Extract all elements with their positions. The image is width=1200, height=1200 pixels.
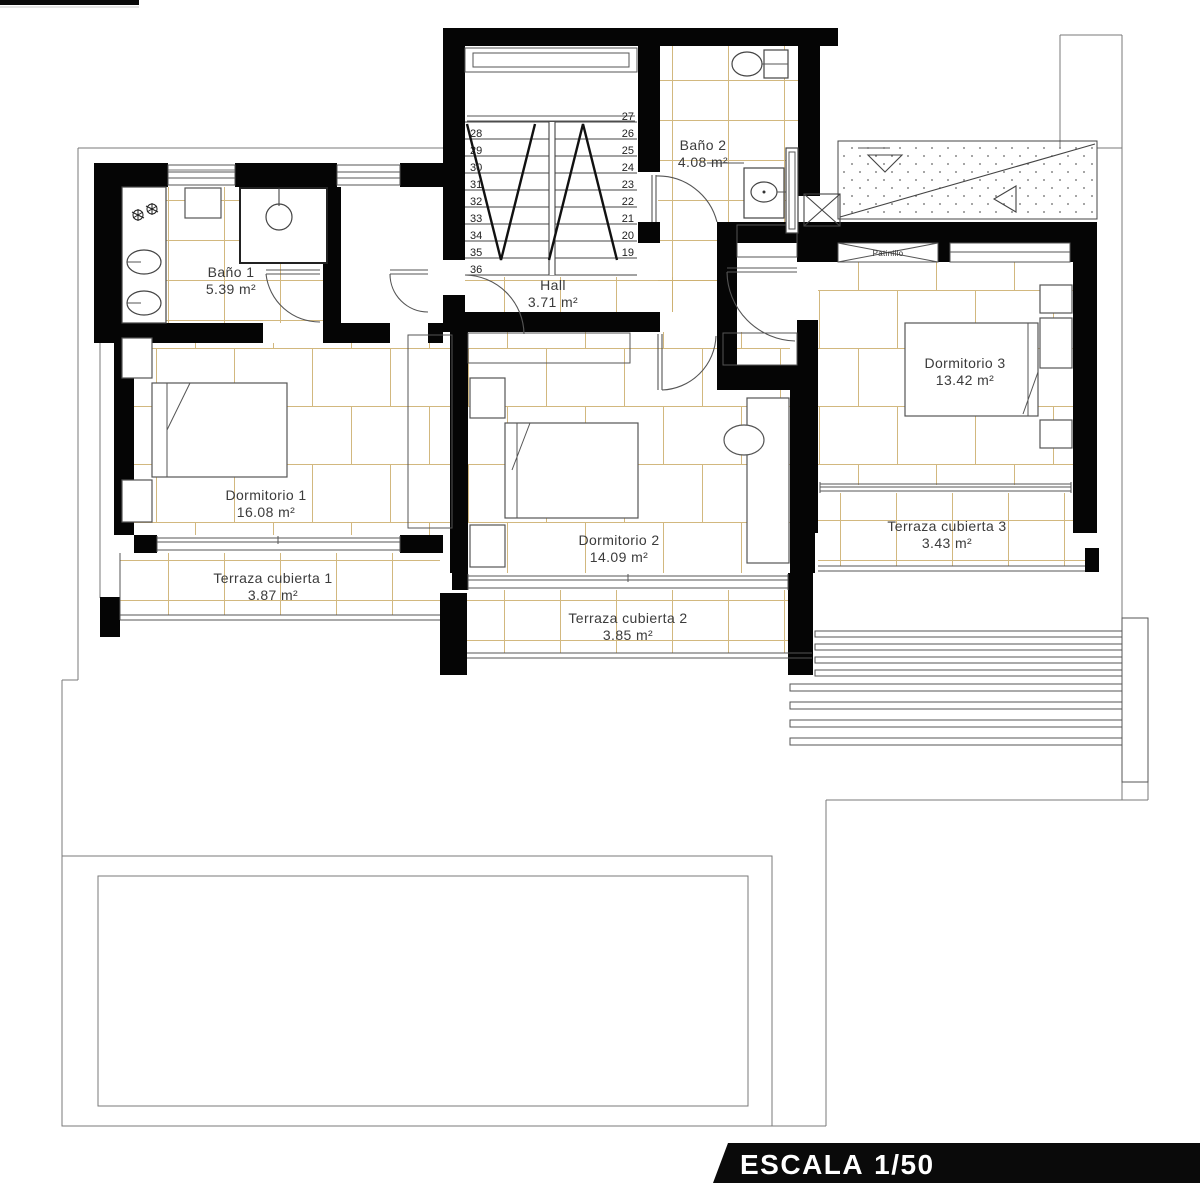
patinillo-shaft <box>838 243 938 262</box>
svg-text:Baño 2: Baño 2 <box>679 137 727 153</box>
svg-text:3.71 m²: 3.71 m² <box>527 294 579 310</box>
scale-banner <box>713 1143 1200 1183</box>
chair-icon <box>724 425 764 455</box>
window-stairs-top <box>465 48 637 121</box>
stair-step-number: 31 <box>470 179 483 191</box>
exterior-stairs <box>790 618 1148 782</box>
svg-text:4.08 m²: 4.08 m² <box>677 154 729 170</box>
nightstand-icon <box>1040 285 1072 313</box>
sink-icon <box>127 291 161 315</box>
svg-text:14.09 m²: 14.09 m² <box>589 549 649 565</box>
svg-text:3.85 m²: 3.85 m² <box>602 627 654 643</box>
svg-text:5.39 m²: 5.39 m² <box>205 281 257 297</box>
room-label-bano2 <box>678 137 728 170</box>
svg-text:Dormitorio 1: Dormitorio 1 <box>225 487 307 503</box>
shower-icon <box>240 188 327 263</box>
pool-outer-edge <box>62 856 772 1126</box>
stair-step-number: 22 <box>621 196 634 208</box>
door-arc-dorm3 <box>727 268 797 341</box>
stair-step-number: 23 <box>621 179 634 191</box>
stair-step-number: 36 <box>470 264 483 276</box>
duct-icon <box>786 148 798 233</box>
pool <box>62 856 772 1126</box>
window-dorm3-north <box>950 243 1070 262</box>
stair-step-number: 30 <box>470 162 483 174</box>
svg-text:Dormitorio 3: Dormitorio 3 <box>924 355 1006 371</box>
room-label-dormitorio3 <box>924 355 1005 388</box>
door-arc-dorm1 <box>390 270 428 312</box>
stairwell <box>465 111 637 276</box>
room-label-dormitorio1 <box>225 487 306 520</box>
svg-text:3.43 m²: 3.43 m² <box>921 535 973 551</box>
title-bar-fragment <box>0 0 139 5</box>
svg-text:13.42 m²: 13.42 m² <box>935 372 995 388</box>
svg-text:3.87 m²: 3.87 m² <box>247 587 299 603</box>
stair-step-number: 33 <box>470 213 483 225</box>
window-dorm1-south <box>157 536 400 552</box>
stair-step-number: 26 <box>621 128 634 140</box>
svg-text:Baño 1: Baño 1 <box>207 264 255 280</box>
window-dorm3-south <box>820 482 1071 493</box>
stair-step-number: 32 <box>470 196 483 208</box>
window-dorm2-south <box>468 574 788 590</box>
nightstand-icon <box>122 480 152 522</box>
svg-text:Hall: Hall <box>540 277 566 293</box>
svg-text:Terraza cubierta 1: Terraza cubierta 1 <box>213 570 333 586</box>
stair-step-number: 21 <box>621 213 634 225</box>
svg-text:Terraza cubierta 3: Terraza cubierta 3 <box>887 518 1007 534</box>
stair-step-number: 35 <box>470 247 483 259</box>
stair-step-number: 28 <box>470 128 483 140</box>
svg-text:Terraza cubierta 2: Terraza cubierta 2 <box>568 610 688 626</box>
stair-step-number: 34 <box>470 230 483 242</box>
nightstand-icon <box>470 378 505 418</box>
stair-step-number: 29 <box>470 145 483 157</box>
pool-inner-edge <box>98 876 748 1106</box>
stair-direction-arrow <box>549 124 617 260</box>
sink-icon <box>127 250 161 274</box>
sink-icon <box>744 168 790 218</box>
stair-step-number: 24 <box>621 162 634 174</box>
scale-value: 1/50 <box>874 1149 935 1180</box>
nightstand-icon <box>470 525 505 567</box>
stair-step-number: 25 <box>621 145 634 157</box>
window-corridor <box>337 165 400 185</box>
stair-step-number: 27 <box>621 111 634 123</box>
svg-text:16.08 m²: 16.08 m² <box>236 504 296 520</box>
stair-step-number: 19 <box>621 247 634 259</box>
room-label-bano1 <box>206 264 256 297</box>
ramp-hatch <box>838 141 1097 219</box>
scale-label <box>740 1149 935 1180</box>
vent-shaft <box>804 194 840 226</box>
patinillo-label: Patinillo <box>872 249 904 258</box>
svg-text:Dormitorio 2: Dormitorio 2 <box>578 532 660 548</box>
stair-step-number: 20 <box>621 230 634 242</box>
stair-landing <box>1122 618 1148 782</box>
room-label-dormitorio2 <box>578 532 659 565</box>
nightstand-icon <box>1040 420 1072 448</box>
nightstand-icon <box>122 338 152 378</box>
nightstand-icon <box>1040 318 1072 368</box>
scale-prefix: ESCALA <box>740 1149 865 1180</box>
